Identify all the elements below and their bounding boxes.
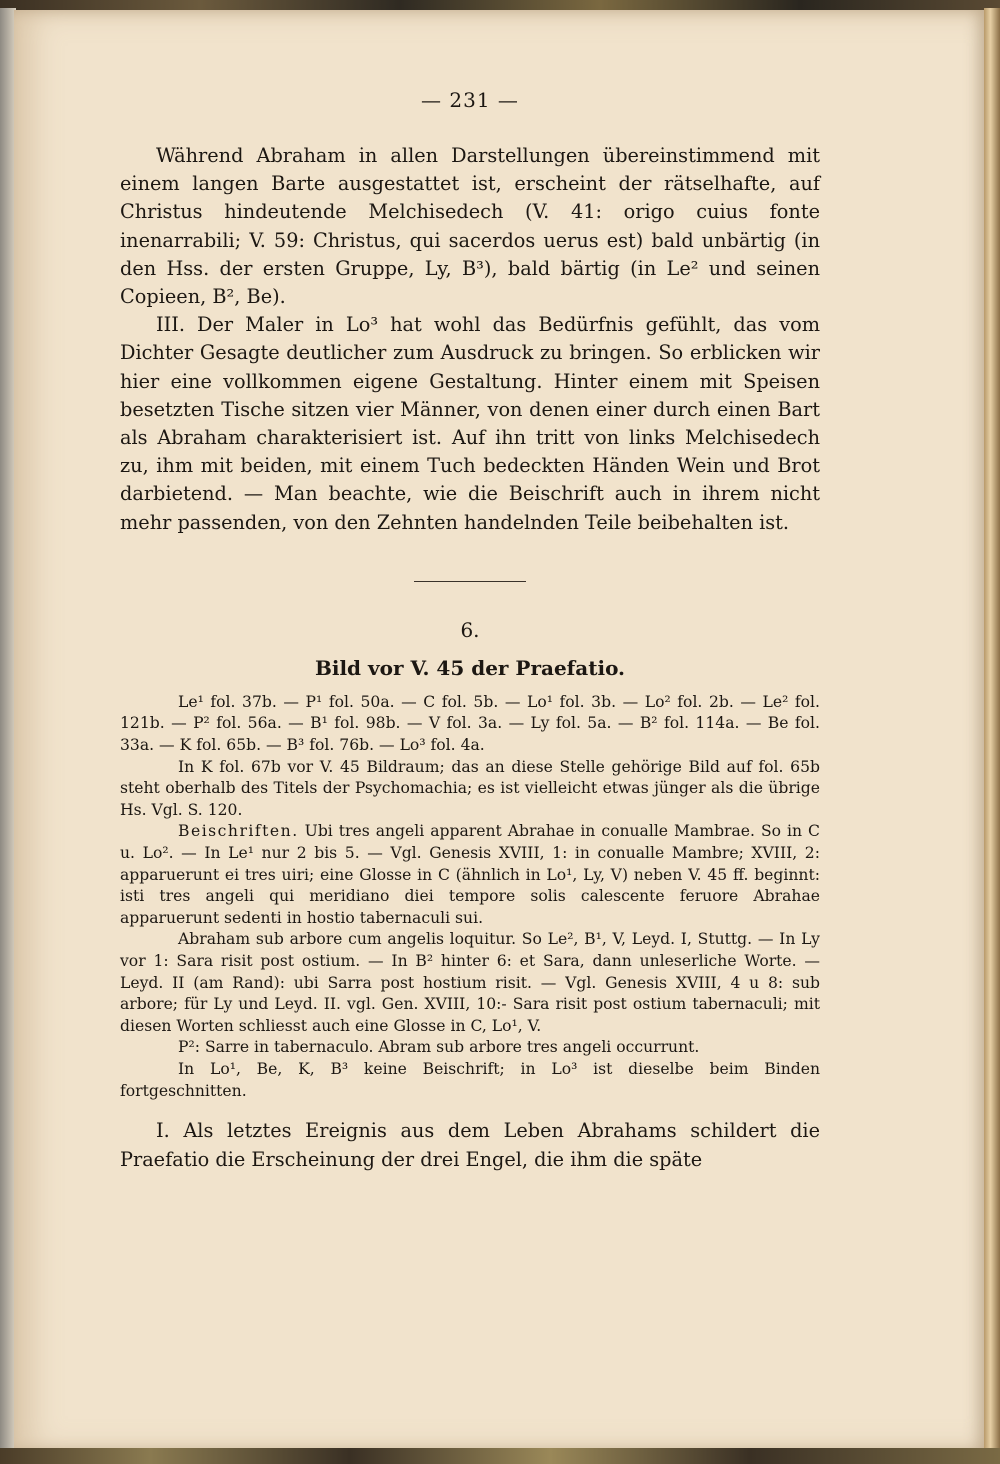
notes-block — [120, 692, 820, 1102]
section-number: 6. — [460, 617, 480, 642]
page-number: — 231 — — [421, 88, 519, 112]
note-k-manuscript: In K fol. 67b vor V. 45 Bildraum; das an diese Stelle gehörige Bild auf fol. 65b steht oberhalb des Titels der Psychomachia; es ist vielleicht etwas jünger als die übrige Hs. Vgl. S. 120. — [120, 757, 820, 819]
section-title: Bild vor V. 45 der Praefatio. — [314, 655, 626, 680]
page-edge — [984, 8, 1000, 1452]
note-beischriften — [120, 821, 820, 929]
bottom-binding-edge — [0, 1448, 1000, 1464]
note-folios: Le¹ fol. 37b. — P¹ fol. 50a. — C fol. 5b. — Lo¹ fol. 3b. — Lo² fol. 2b. — Le² fol. 121b. — P² fol. 56a. — B¹ fol. 98b. — V fol. 3a. — Ly fol. 5a. — B² fol. 114a. — Be fol. 33a. — K fol. 65b. — B³ fol. 76b. — Lo³ fol. 4a. — [120, 692, 820, 755]
paragraph-melchisedech: Während Abraham in allen Darstellungen übereinstimmend mit einem langen Barte ausgestattet ist, erscheint der rätselhafte, auf Christus hindeutende Melchisedech (V. 41: origo cuius fonte inenarrabili; V. 59: Christus, qui sacerdos uerus est) bald unbärtig (in den Hss. der ersten Gruppe, Ly, B³), bald bärtig (in Le² und seinen Copieen, B², Be). — [120, 144, 820, 309]
section-divider — [414, 581, 526, 582]
paragraph-three-angels: I. Als letztes Ereignis aus dem Leben Abrahams schildert die Praefatio die Erscheinung der drei Engel, die ihm die späte — [120, 1119, 820, 1172]
note-p2: P²: Sarre in tabernaculo. Abram sub arbore tres angeli occurrunt. — [178, 1038, 700, 1057]
paragraph-lo3: III. Der Maler in Lo³ hat wohl das Bedürfnis gefühlt, das vom Dichter Gesagte deutlicher zum Ausdruck zu bringen. So erblicken wir hier eine vollkommen eigene Gestaltung. Hinter einem mit Speisen besetzten Tische sitzen vier Männer, von denen einer durch einen Bart als Abraham charakterisiert ist. Auf ihn tritt von links Melchisedech zu, ihm mit beiden, mit einem Tuch bedeckten Händen Wein und Brot darbietend. — Man beachte, wie die Beischrift auch in ihrem nicht mehr passenden, von den Zehnten handelnden Teile beibehalten ist. — [120, 313, 820, 534]
page-content — [120, 80, 820, 1174]
main-text — [120, 142, 820, 537]
note-abraham-sub-arbore: Abraham sub arbore cum angelis loquitur. So Le², B¹, V, Leyd. I, Stuttg. — In Ly vor 1: Sara risit post ostium. — In B² hinter 6: et Sara, dann unleserliche Worte. — Leyd. II (am Rand): ubi Sarra post hostium risit. — Vgl. Genesis XVIII, 4 u 8: sub arbore; für Ly und Leyd. II. vgl. Gen. XVIII, 10:- Sara risit post ostium tabernaculi; mit diesen Worten schliesst auch eine Glosse in C, Lo¹, V. — [120, 930, 820, 1035]
beischriften-label: Beischriften. — [178, 822, 299, 841]
continuation-text — [120, 1116, 820, 1174]
beischriften-text: Ubi tres angeli apparent Abrahae in conualle Mambrae. So in C u. Lo². — In Le¹ nur 2 bis 5. — Vgl. Genesis XVIII, 1: in conualle Mambre; XVIII, 2: apparuerunt ei tres uiri; eine Glosse in C (ähnlich in Lo¹, Ly, V) neben V. 45 ff. beginnt: isti tres angeli qui meridiano diei tempore solis calescente feruore Abrahae apparuerunt sedenti in hostio tabernaculi sui. — [120, 822, 820, 927]
note-no-beischrift: In Lo¹, Be, K, B³ keine Beischrift; in Lo³ ist dieselbe beim Binden fortgeschnitten. — [120, 1059, 820, 1100]
